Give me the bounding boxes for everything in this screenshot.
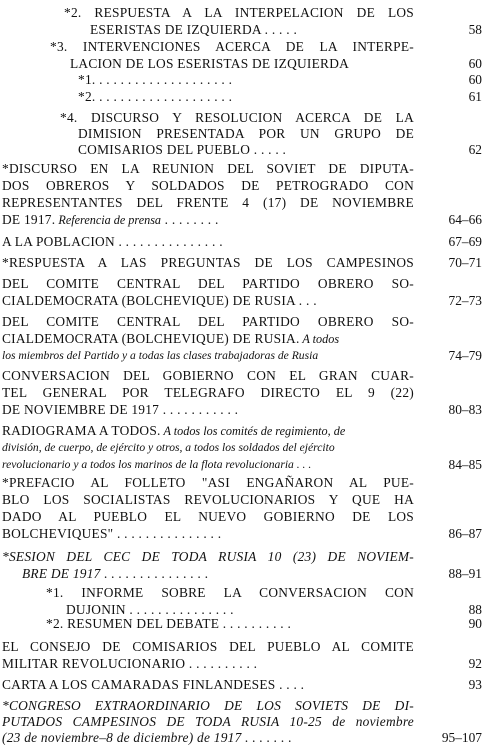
toc-text-italic: Referencia de prensa bbox=[55, 213, 162, 227]
toc-line: *4. DISCURSO Y RESOLUCION ACERCA DE LA bbox=[60, 110, 414, 125]
page-number: 60 bbox=[468, 56, 482, 71]
toc-line: *PREFACIO AL FOLLETO "ASI ENGAÑARON AL PUE- bbox=[2, 475, 414, 490]
page-number: 80–83 bbox=[448, 402, 482, 417]
page-number: 84–85 bbox=[448, 457, 482, 472]
page-number: 93 bbox=[468, 677, 482, 692]
toc-line: DEL COMITE CENTRAL DEL PARTIDO OBRERO SO- bbox=[2, 314, 414, 329]
page-number: 64–66 bbox=[448, 212, 482, 227]
toc-line: A LA POBLACION . . . . . . . . . . . . . . . bbox=[2, 234, 223, 249]
page-number: 61 bbox=[468, 89, 482, 104]
toc-line: LACION DE LOS ESERISTAS DE IZQUIERDA bbox=[70, 56, 350, 71]
toc-line: BOLCHEVIQUES" . . . . . . . . . . . . . . . bbox=[2, 526, 222, 541]
page-number: 72–73 bbox=[448, 293, 482, 308]
toc-line: *1. . . . . . . . . . . . . . . . . . . . bbox=[78, 72, 233, 87]
page-number: 67–69 bbox=[448, 234, 482, 249]
toc-line: DEL COMITE CENTRAL DEL PARTIDO OBRERO SO- bbox=[2, 276, 414, 291]
toc-line: *2. . . . . . . . . . . . . . . . . . . . bbox=[78, 89, 233, 104]
page-number: 74–79 bbox=[448, 348, 482, 363]
toc-line-italic: (23 de noviembre–8 de diciembre) de 1917 . . . . . . . bbox=[2, 730, 292, 745]
page-number: 86–87 bbox=[448, 526, 482, 541]
toc-line-italic: división, de cuerpo, de ejército y otros, a todos los soldados del ejército bbox=[2, 441, 335, 454]
toc-line: DADO AL PUEBLO EL NUEVO GOBIERNO DE LOS bbox=[2, 509, 414, 524]
toc-line: *1. INFORME SOBRE LA CONVERSACION CON bbox=[46, 585, 414, 600]
toc-leader: . . . . . . . . bbox=[161, 212, 219, 227]
toc-line: EL CONSEJO DE COMISARIOS DEL PUEBLO AL COMITE bbox=[2, 639, 414, 654]
toc-line: *3. INTERVENCIONES ACERCA DE LA INTERPE- bbox=[50, 39, 414, 54]
page-number: 90 bbox=[468, 616, 482, 631]
toc-line-italic: *CONGRESO EXTRAORDINARIO DE LOS SOVIETS DE DI- bbox=[2, 698, 414, 713]
toc-line-italic: PUTADOS CAMPESINOS DE TODA RUSIA 10-25 de noviembre bbox=[2, 714, 414, 729]
toc-line: *RESPUESTA A LAS PREGUNTAS DE LOS CAMPESINOS bbox=[2, 255, 414, 270]
toc-line: DE NOVIEMBRE DE 1917 . . . . . . . . . . . bbox=[2, 402, 239, 417]
toc-line-italic: revolucionario y a todos los marinos de la flota revolucionaria . . . bbox=[2, 458, 312, 471]
toc-text: RADIOGRAMA A TODOS. bbox=[2, 423, 161, 438]
toc-text: CIALDEMOCRATA (BOLCHEVIQUE) DE RUSIA. bbox=[2, 331, 300, 346]
toc-line: COMISARIOS DEL PUEBLO . . . . . bbox=[78, 142, 287, 157]
toc-line-italic: *SESION DEL CEC DE TODA RUSIA 10 (23) DE NOVIEM- bbox=[2, 549, 414, 564]
toc-line: ESERISTAS DE IZQUIERDA . . . . . bbox=[90, 22, 298, 37]
toc-line: REPRESENTANTES DEL FRENTE 4 (17) DE NOVIEMBRE bbox=[2, 195, 414, 210]
page-number: 88 bbox=[468, 602, 482, 617]
page-number: 88–91 bbox=[448, 566, 482, 581]
page-number: 60 bbox=[468, 72, 482, 87]
page-number: 58 bbox=[468, 22, 482, 37]
toc-line: DOS OBREROS Y SOLDADOS DE PETROGRADO CON bbox=[2, 178, 414, 193]
toc-line: CARTA A LOS CAMARADAS FINLANDESES . . . . bbox=[2, 677, 305, 692]
page-number: 95–107 bbox=[441, 730, 482, 745]
page-number: 70–71 bbox=[448, 255, 482, 270]
toc-line: *2. RESPUESTA A LA INTERPELACION DE LOS bbox=[64, 5, 414, 20]
toc-text-italic: A todos bbox=[299, 332, 340, 346]
toc-line: BLO LOS SOCIALISTAS REVOLUCIONARIOS Y QUE HA bbox=[2, 492, 414, 507]
toc-line bbox=[2, 330, 422, 348]
toc-text: DE 1917. bbox=[2, 212, 56, 227]
toc-text-italic: A todos los comités de regimiento, de bbox=[160, 424, 346, 438]
toc-line: TEL GENERAL POR TELEGRAFO DIRECTO EL 9 (22) bbox=[2, 385, 414, 400]
toc-line bbox=[2, 422, 422, 440]
page-number: 92 bbox=[468, 656, 482, 671]
toc-line: *2. RESUMEN DEL DEBATE . . . . . . . . . . bbox=[46, 616, 292, 631]
toc-line: CONVERSACION DEL GOBIERNO CON EL GRAN CUAR- bbox=[2, 368, 414, 383]
toc-line: DIMISION PRESENTADA POR UN GRUPO DE bbox=[78, 126, 414, 141]
toc-line: *DISCURSO EN LA REUNION DEL SOVIET DE DIPUTA- bbox=[2, 161, 414, 176]
toc-line: MILITAR REVOLUCIONARIO . . . . . . . . . . bbox=[2, 656, 258, 671]
toc-line-italic: los miembros del Partido y a todas las clases trabajadoras de Rusia bbox=[2, 349, 319, 362]
toc-line-italic: BRE DE 1917 . . . . . . . . . . . . . . . bbox=[22, 566, 209, 581]
toc-line: DUJONIN . . . . . . . . . . . . . . . bbox=[66, 602, 234, 617]
page-number: 62 bbox=[468, 142, 482, 157]
toc-line: CIALDEMOCRATA (BOLCHEVIQUE) DE RUSIA . . . bbox=[2, 293, 317, 308]
toc-line bbox=[2, 211, 422, 229]
